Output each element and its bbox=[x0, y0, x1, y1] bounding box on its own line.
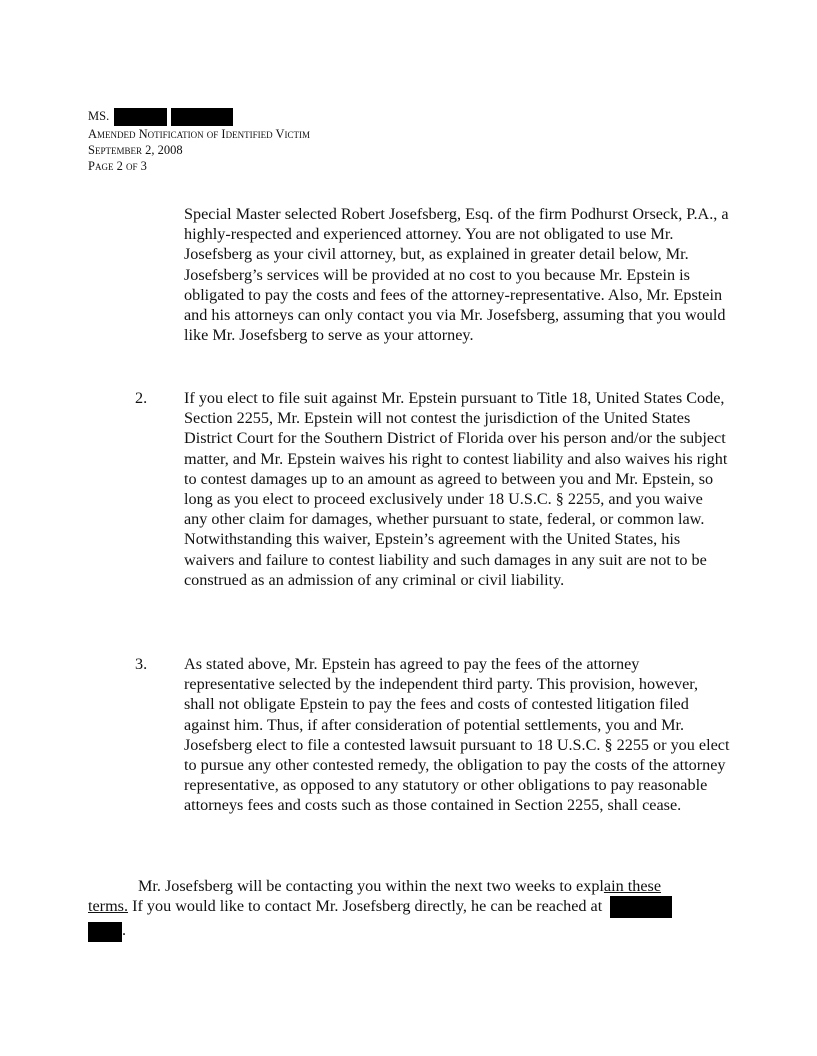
document-date: September 2, 2008 bbox=[88, 143, 183, 158]
page-number: Page 2 of 3 bbox=[88, 159, 147, 174]
letter-header bbox=[88, 108, 310, 174]
closing-line bbox=[88, 896, 728, 918]
redaction-block bbox=[171, 108, 233, 126]
redaction-block bbox=[610, 896, 672, 918]
item-text: If you elect to file suit against Mr. Epstein pursuant to Title 18, United States Code, Section 2255, Mr. Epstein will not contest the jurisdiction of the United States District Court for the Southern District of Florida over his person and/or the subject matter, and Mr. Epstein waives his right to contest liability and also waives his right to contest damages up to an amount as agreed to between you and Mr. Epstein, so long as you elect to proceed exclusively under 18 U.S.C. § 2255, and you waive any other claim for damages, whether pursuant to state, federal, or common law. Notwithstanding this waiver, Epstein’s agreement with the United States, his waivers and failure to contest liability and such damages in any suit are not to be construed as an admission of any criminal or civil liability. bbox=[184, 389, 728, 589]
item-number: 3. bbox=[135, 655, 148, 673]
paragraph-continuation: Special Master selected Robert Josefsberg, Esq. of the firm Podhurst Orseck, P.A., a highly-respected and experienced attorney. You are not obligated to use Mr. Josefsberg as your civil attorney, but, as explained in greater detail below, Mr. Josefsberg’s services will be provided at no cost to you because Mr. Epstein is obligated to pay the costs and fees of the attorney-representative. Also, Mr. Epstein and his attorneys can only contact you via Mr. Josefsberg, assuming that you would like Mr. Josefsberg to serve as your attorney. bbox=[184, 205, 729, 345]
closing-paragraph bbox=[88, 876, 728, 942]
closing-text: Mr. Josefsberg will be contacting you within the next two weeks to expl bbox=[138, 877, 604, 895]
redaction-block bbox=[114, 108, 167, 126]
closing-text: If you would like to contact Mr. Josefsberg directly, he can be reached at bbox=[128, 897, 603, 916]
redaction-block bbox=[88, 922, 122, 942]
item-number: 2. bbox=[135, 389, 148, 407]
closing-text-underlined: terms. bbox=[88, 897, 129, 916]
document-title: Amended Notification of Identified Victim bbox=[88, 127, 311, 142]
closing-line bbox=[88, 920, 728, 941]
recipient-prefix: MS. bbox=[88, 109, 110, 123]
closing-period: . bbox=[122, 921, 127, 940]
item-text: As stated above, Mr. Epstein has agreed to pay the fees of the attorney representative selected by the independent third party. This provision, however, shall not obligate Epstein to pay the fees and costs of contested litigation filed against him. Thus, if after consideration of potential settlements, you and Mr. Josefsberg elect to file a contested lawsuit pursuant to 18 U.S.C. § 2255 or you elect to pursue any other contested remedy, the obligation to pay the costs of the attorney representative, as opposed to any statutory or other obligations to pay reasonable attorneys fees and costs such as those contained in Section 2255, shall cease. bbox=[184, 655, 730, 815]
closing-line bbox=[88, 876, 728, 896]
recipient-line bbox=[88, 108, 310, 126]
closing-text-underlined: ain these bbox=[603, 877, 662, 895]
